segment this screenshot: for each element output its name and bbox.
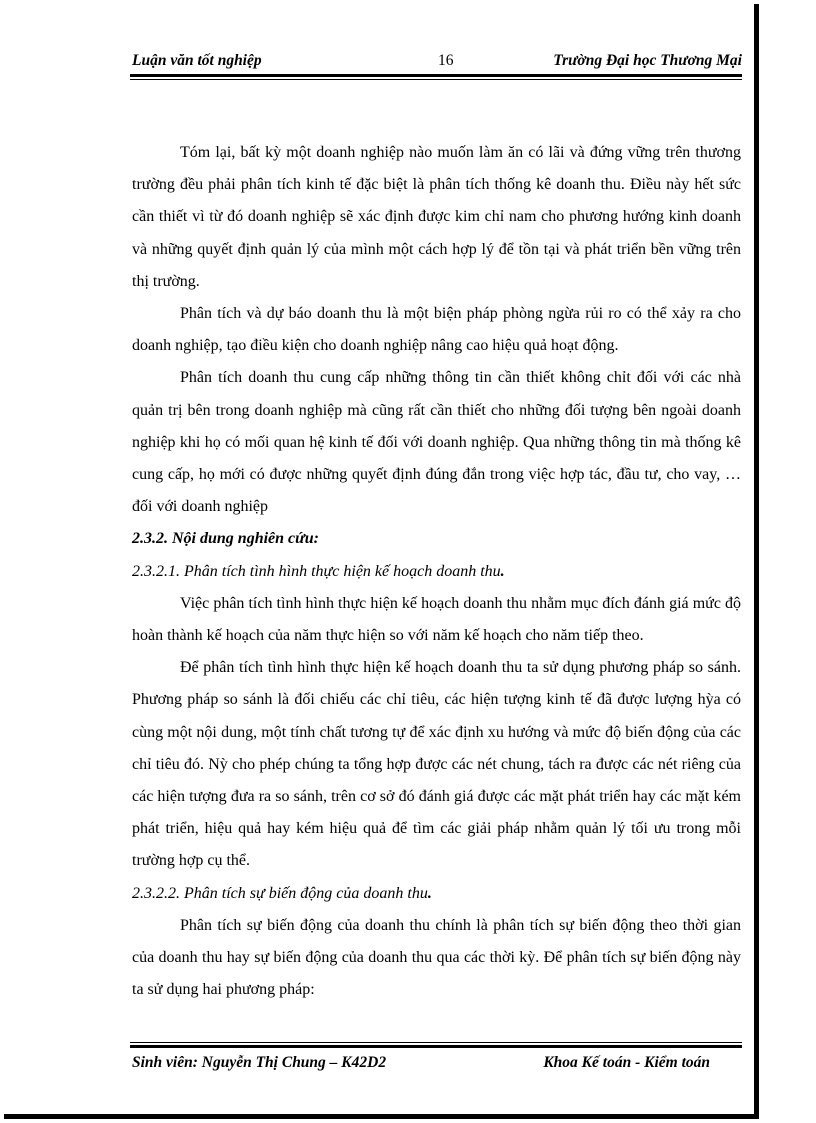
- page-footer: [132, 1054, 710, 1076]
- header-thesis-label: Luận văn tốt nghiệp: [132, 52, 262, 69]
- paragraph-variation-methods: Phân tích sự biến động của doanh thu chính là phân tích sự biến động theo thời gian của doanh thu hay sự biến động của doanh thu qua các thời kỳ. Để phân tích sự biến động này ta sử dụng hai phương pháp:: [132, 916, 741, 999]
- paragraph-forecast: Phân tích và dự báo doanh thu là một biện pháp phòng ngừa rủi ro có thể xảy ra cho doanh nghiệp, tạo điều kiện cho doanh nghiệp nâng cao hiệu quả hoạt động.: [132, 305, 741, 355]
- page-border-shadow-bottom: [4, 1114, 759, 1119]
- paragraph-information: Phân tích doanh thu cung cấp những thông tin cần thiết không chỉt đối với các nhà quản trị bên trong doanh nghiệp mà cũng rất cần thiết cho những đối tượng bên ngoài doanh nghiệp khi họ có mối quan hệ kinh tế đối với doanh nghiệp. Qua những thông tin mà thống kê cung cấp, họ mới có được những quyết định đúng đắn trong việc hợp tác, đầu tư, cho vay, … đối với doanh nghiệp: [132, 369, 741, 516]
- header-rule-thick: [130, 74, 742, 77]
- subsection-heading-variation-text: 2.3.2.2. Phân tích sự biến động của doanh thu: [132, 884, 428, 902]
- section-heading-research-content: 2.3.2. Nội dung nghiên cứu:: [132, 530, 319, 548]
- subsection-heading-plan-dot: .: [500, 562, 505, 580]
- paragraph-conclusion: Tóm lại, bất kỳ một doanh nghiệp nào muốn làm ăn có lãi và đứng vững trên thương trường đều phải phân tích kinh tế đặc biệt là phân tích thống kê doanh thu. Điều này hết sức cần thiết vì từ đó doanh nghiệp sẽ xác định được kim chỉ nam cho phương hướng kinh doanh và những quyết định quản lý của mình một cách hợp lý để tồn tại và phát triển bền vững trên thị trường.: [132, 144, 741, 290]
- header-university-label: Trường Đại học Thương Mại: [553, 52, 742, 69]
- footer-rule-thin: [130, 1042, 742, 1043]
- subsection-heading-plan-analysis: [132, 556, 741, 588]
- paragraph-plan-purpose: Việc phân tích tình hình thực hiện kế hoạch doanh thu nhằm mục đích đánh giá mức độ hoàn thành kế hoạch của năm thực hiện so với năm kế hoạch cho năm tiếp theo.: [132, 594, 741, 645]
- subsection-heading-plan-text: 2.3.2.1. Phân tích tình hình thực hiện kế hoạch doanh thu: [132, 562, 501, 580]
- footer-student-label: Sinh viên: Nguyễn Thị Chung – K42D2: [132, 1054, 387, 1071]
- page-body: [132, 137, 741, 1006]
- footer-rule-thick: [130, 1045, 742, 1048]
- page-number: 16: [438, 52, 454, 69]
- page-header: [132, 52, 742, 74]
- header-rule-thin: [130, 79, 742, 80]
- footer-department-label: Khoa Kế toán - Kiểm toán: [543, 1054, 710, 1071]
- page-border-shadow-right: [754, 4, 759, 1116]
- subsection-heading-variation-analysis: [132, 878, 741, 910]
- paragraph-comparison-method: Để phân tích tình hình thực hiện kế hoạch doanh thu ta sử dụng phương pháp so sánh. Phương pháp so sánh là đối chiếu các chỉ tiêu, các hiện tượng kinh tế đã được lượng hỳa có cùng một nội dung, một tính chất tương tự để xác định xu hướng và mức độ biến động của các chỉ tiêu đó. Nỳ cho phép chúng ta tổng hợp được các nét chung, tách ra được các nét riêng của các hiện tượng đưa ra so sánh, trên cơ sở đó đánh giá được các mặt phát triển hay các mặt kém phát triển, hiệu quả hay kém hiệu quả để tìm các giải pháp nhằm quản lý tối ưu trong mỗi trường hợp cụ thể.: [132, 659, 741, 870]
- subsection-heading-variation-dot: .: [427, 884, 432, 902]
